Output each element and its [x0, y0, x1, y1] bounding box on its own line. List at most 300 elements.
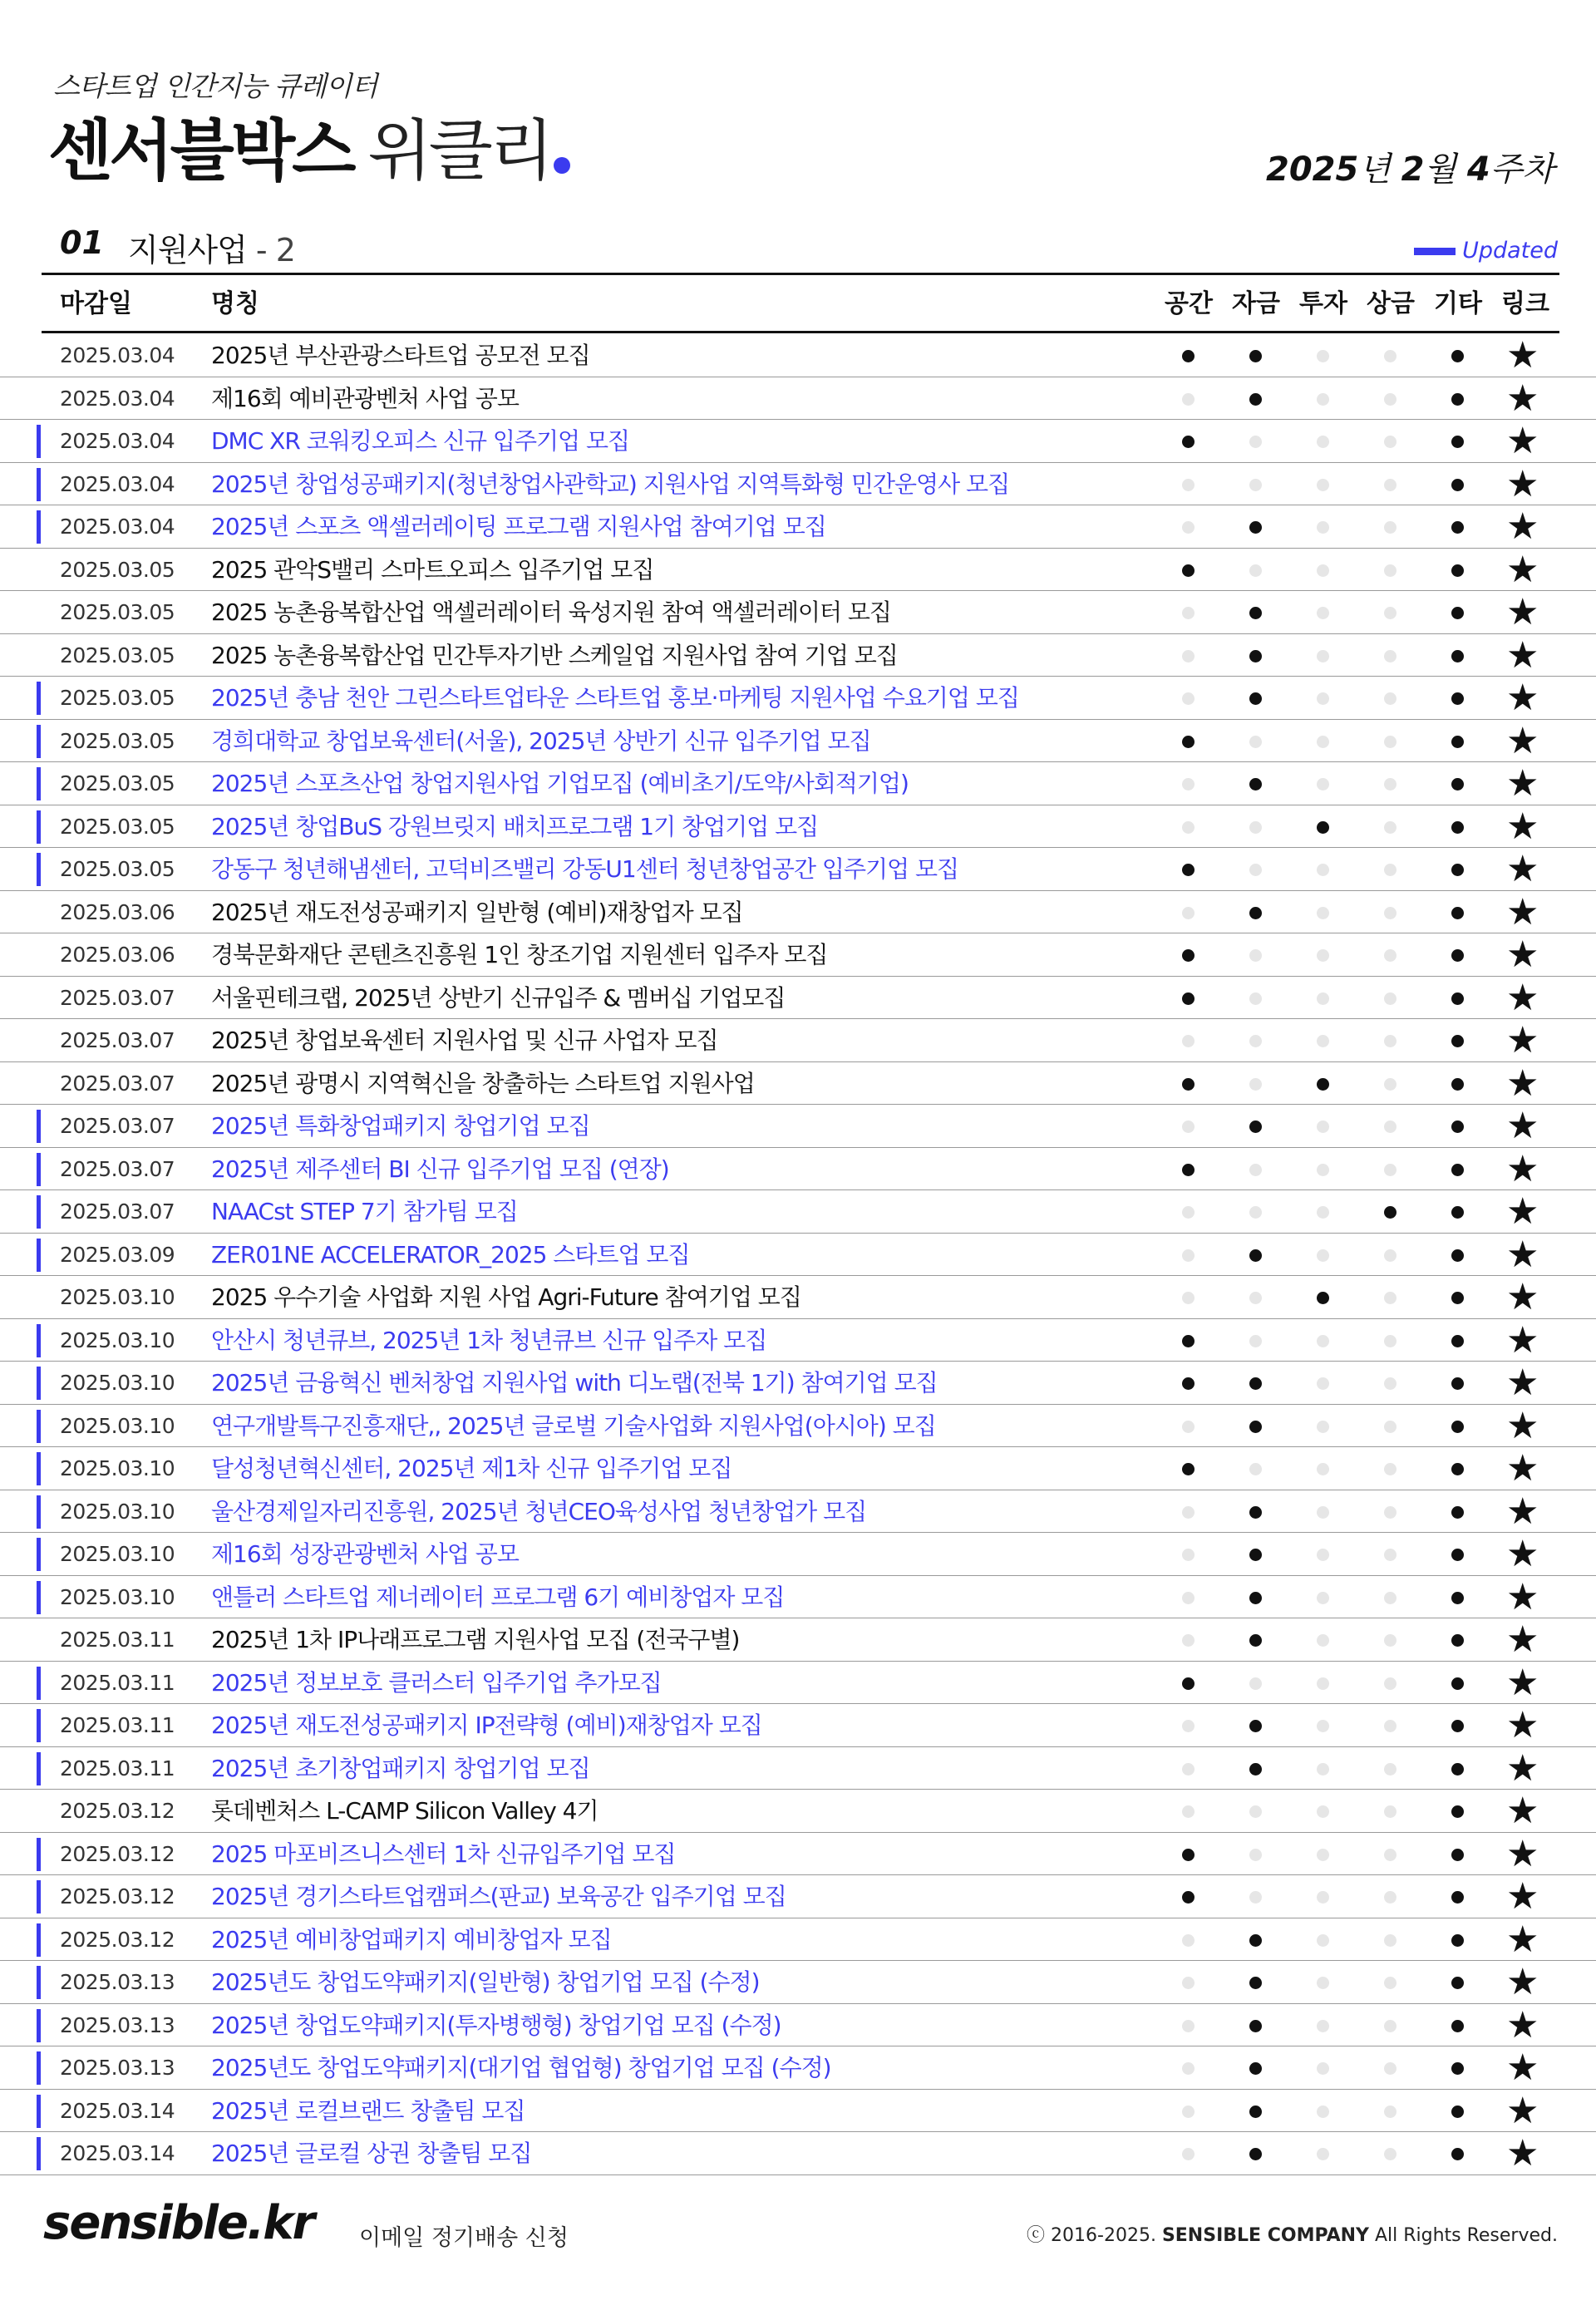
table-row: [0, 677, 1596, 720]
invest-indicator-icon: [1317, 2062, 1329, 2075]
prize-indicator-icon: [1384, 1164, 1396, 1176]
table-row: [0, 1961, 1596, 2004]
week-year-unit: 년: [1358, 150, 1401, 189]
link-star-icon[interactable]: ★: [1506, 1105, 1539, 1147]
table-row: [0, 505, 1596, 549]
invest-indicator-icon: [1317, 1592, 1329, 1604]
invest-indicator-icon: [1317, 1164, 1329, 1176]
company-name: SENSIBLE COMPANY: [1161, 2225, 1369, 2246]
prize-indicator-icon: [1384, 2020, 1396, 2032]
table-row: [0, 1405, 1596, 1448]
row-name: 2025년 경기스타트업캠퍼스(판교) 보육공간 입주기업 모집: [211, 1883, 786, 1910]
row-name: 달성청년혁신센터, 2025년 제1차 신규 입주기업 모집: [211, 1455, 732, 1482]
prize-indicator-icon: [1384, 2106, 1396, 2118]
etc-indicator-icon: [1451, 1335, 1464, 1347]
invest-indicator-icon: [1317, 864, 1329, 876]
prize-indicator-icon: [1384, 607, 1396, 619]
prize-indicator-icon: [1384, 864, 1396, 876]
space-indicator-icon: [1182, 1763, 1195, 1776]
etc-indicator-icon: [1451, 1634, 1464, 1647]
brand-suffix: 위클리: [367, 112, 551, 190]
invest-indicator-icon: [1317, 1249, 1329, 1262]
space-indicator-icon: [1182, 1078, 1195, 1091]
table-row: [0, 1148, 1596, 1191]
row-name: DMC XR 코워킹오피스 신규 입주기업 모집: [211, 427, 630, 455]
row-deadline: 2025.03.06: [60, 899, 175, 924]
etc-indicator-icon: [1451, 2148, 1464, 2160]
week-num: 4: [1466, 150, 1490, 189]
brand-dot-icon: [554, 157, 570, 174]
prize-indicator-icon: [1384, 1934, 1396, 1947]
row-name: 2025년 1차 IP나래프로그램 지원사업 모집 (전국구별): [211, 1626, 740, 1653]
row-name: 강동구 청년해냄센터, 고덕비즈밸리 강동U1센터 청년창업공간 입주기업 모집: [211, 855, 959, 883]
invest-indicator-icon: [1317, 1506, 1329, 1519]
link-star-icon[interactable]: ★: [1506, 1746, 1539, 1790]
row-name: 2025년 정보보호 클러스터 입주기업 추가모집: [211, 1668, 662, 1697]
prize-indicator-icon: [1384, 992, 1396, 1005]
etc-indicator-icon: [1451, 564, 1464, 577]
table-row: [0, 1618, 1596, 1662]
table-row: [0, 762, 1596, 805]
space-indicator-icon: [1182, 907, 1195, 919]
table-row: [0, 2132, 1596, 2175]
row-name: 2025년 초기창업패키지 창업기업 모집: [211, 1754, 590, 1782]
etc-indicator-icon: [1451, 1035, 1464, 1047]
row-name: 2025 관악S밸리 스마트오피스 입주기업 모집: [211, 555, 654, 584]
prize-indicator-icon: [1384, 736, 1396, 748]
invest-indicator-icon: [1317, 1421, 1329, 1433]
header-rule-top: [42, 273, 1559, 275]
space-indicator-icon: [1182, 1335, 1195, 1347]
etc-indicator-icon: [1451, 1592, 1464, 1604]
link-star-icon[interactable]: ★: [1506, 848, 1539, 890]
space-indicator-icon: [1182, 393, 1195, 406]
link-star-icon[interactable]: ★: [1506, 1533, 1539, 1575]
invest-indicator-icon: [1317, 692, 1329, 705]
fund-indicator-icon: [1249, 1463, 1262, 1475]
etc-indicator-icon: [1451, 1763, 1464, 1776]
link-star-icon[interactable]: ★: [1506, 762, 1539, 805]
row-deadline: 2025.03.13: [60, 2012, 175, 2037]
link-star-icon[interactable]: ★: [1506, 805, 1539, 848]
link-star-icon[interactable]: ★: [1506, 420, 1539, 462]
row-deadline: 2025.03.11: [60, 1670, 175, 1695]
updated-marker: [37, 1752, 41, 1785]
table-row: [0, 848, 1596, 891]
space-indicator-icon: [1182, 864, 1195, 876]
link-star-icon[interactable]: ★: [1506, 2046, 1539, 2089]
updated-label: Updated: [1462, 238, 1558, 263]
fund-indicator-icon: [1249, 1164, 1262, 1176]
row-deadline: 2025.03.10: [60, 1542, 175, 1566]
table-row: [0, 891, 1596, 934]
brand-name: 센서블박스: [48, 112, 353, 190]
fund-indicator-icon: [1249, 2020, 1262, 2032]
section-title: [128, 224, 295, 270]
row-name: 경북문화재단 콘텐츠진흥원 1인 창조기업 지원센터 입주자 모집: [211, 941, 828, 968]
link-star-icon[interactable]: ★: [1506, 1061, 1539, 1105]
link-star-icon[interactable]: ★: [1506, 505, 1539, 548]
row-name: 경희대학교 창업보육센터(서울), 2025년 상반기 신규 입주기업 모집: [211, 726, 871, 755]
etc-indicator-icon: [1451, 1805, 1464, 1818]
row-deadline: 2025.03.09: [60, 1242, 175, 1267]
etc-indicator-icon: [1451, 1120, 1464, 1133]
etc-indicator-icon: [1451, 907, 1464, 919]
fund-indicator-icon: [1249, 1249, 1262, 1262]
etc-indicator-icon: [1451, 1720, 1464, 1732]
invest-indicator-icon: [1317, 1677, 1329, 1690]
fund-indicator-icon: [1249, 778, 1262, 790]
row-deadline: 2025.03.11: [60, 1713, 175, 1737]
link-star-icon[interactable]: ★: [1506, 1661, 1539, 1704]
updated-marker: [37, 1667, 41, 1700]
table-row: [0, 1019, 1596, 1062]
link-star-icon[interactable]: ★: [1506, 1318, 1539, 1362]
fund-indicator-icon: [1249, 479, 1262, 491]
table-row: [0, 1362, 1596, 1405]
fund-indicator-icon: [1249, 1206, 1262, 1219]
fund-indicator-icon: [1249, 1763, 1262, 1776]
space-indicator-icon: [1182, 1292, 1195, 1304]
updated-marker: [37, 1195, 41, 1229]
space-indicator-icon: [1182, 1849, 1195, 1861]
table-row: [0, 1276, 1596, 1319]
table-row: [0, 1490, 1596, 1534]
invest-indicator-icon: [1317, 479, 1329, 491]
prize-indicator-icon: [1384, 1035, 1396, 1047]
fund-indicator-icon: [1249, 1078, 1262, 1091]
space-indicator-icon: [1182, 2148, 1195, 2160]
link-star-icon[interactable]: ★: [1506, 548, 1539, 591]
col-header-invest: 투자: [1299, 289, 1347, 318]
row-name: 2025년 제주센터 BI 신규 입주기업 모집 (연장): [211, 1155, 669, 1183]
space-indicator-icon: [1182, 1677, 1195, 1690]
row-deadline: 2025.03.14: [60, 2098, 175, 2123]
table-row: [0, 1662, 1596, 1705]
invest-indicator-icon: [1317, 1292, 1329, 1304]
updated-marker: [37, 2095, 41, 2128]
row-deadline: 2025.03.05: [60, 600, 175, 624]
table-row: [0, 549, 1596, 592]
link-star-icon[interactable]: ★: [1506, 1961, 1539, 2003]
row-name: 안산시 청년큐브, 2025년 1차 청년큐브 신규 입주자 모집: [211, 1326, 767, 1354]
row-deadline: 2025.03.11: [60, 1756, 175, 1780]
space-indicator-icon: [1182, 949, 1195, 962]
prize-indicator-icon: [1384, 1891, 1396, 1904]
link-star-icon[interactable]: ★: [1506, 1704, 1539, 1746]
prize-indicator-icon: [1384, 1677, 1396, 1690]
updated-marker: [37, 2009, 41, 2042]
updated-marker: [37, 1452, 41, 1485]
link-star-icon[interactable]: ★: [1506, 976, 1539, 1019]
space-indicator-icon: [1182, 1463, 1195, 1475]
row-deadline: 2025.03.07: [60, 1071, 175, 1096]
row-deadline: 2025.03.07: [60, 1114, 175, 1138]
row-name: 앤틀러 스타트업 제너레이터 프로그램 6기 예비창업자 모집: [211, 1583, 785, 1611]
prize-indicator-icon: [1384, 1805, 1396, 1818]
row-name: 2025년 글로컬 상권 창출팀 모집: [211, 2140, 532, 2167]
table-row: [0, 1447, 1596, 1490]
fund-indicator-icon: [1249, 393, 1262, 406]
etc-indicator-icon: [1451, 607, 1464, 619]
invest-indicator-icon: [1317, 1891, 1329, 1904]
link-star-icon[interactable]: ★: [1506, 933, 1539, 976]
tagline: 스타트업 인간지능 큐레이터: [53, 70, 377, 102]
week-date: [1266, 143, 1554, 190]
updated-marker: [37, 2137, 41, 2170]
section-title-text: 지원사업: [128, 232, 247, 268]
prize-indicator-icon: [1384, 650, 1396, 662]
space-indicator-icon: [1182, 1035, 1195, 1047]
link-star-icon[interactable]: ★: [1506, 377, 1539, 420]
invest-indicator-icon: [1317, 1763, 1329, 1776]
link-star-icon[interactable]: ★: [1506, 2003, 1539, 2046]
space-indicator-icon: [1182, 992, 1195, 1005]
invest-indicator-icon: [1317, 1977, 1329, 1989]
fund-indicator-icon: [1249, 564, 1262, 577]
row-name: 2025년 재도전성공패키지 IP전략형 (예비)재창업자 모집: [211, 1712, 762, 1739]
etc-indicator-icon: [1451, 1421, 1464, 1433]
link-star-icon[interactable]: ★: [1506, 1918, 1539, 1961]
etc-indicator-icon: [1451, 2062, 1464, 2075]
space-indicator-icon: [1182, 1805, 1195, 1818]
row-deadline: 2025.03.05: [60, 857, 175, 881]
link-star-icon[interactable]: ★: [1506, 1233, 1539, 1276]
updated-marker: [37, 1880, 41, 1913]
row-name: 2025년 창업BuS 강원브릿지 배치프로그램 1기 창업기업 모집: [211, 812, 819, 840]
link-star-icon[interactable]: ★: [1506, 719, 1539, 762]
fund-indicator-icon: [1249, 436, 1262, 448]
prize-indicator-icon: [1384, 1206, 1396, 1219]
invest-indicator-icon: [1317, 393, 1329, 406]
col-header-link: 링크: [1501, 289, 1549, 318]
invest-indicator-icon: [1317, 821, 1329, 834]
link-star-icon[interactable]: ★: [1506, 1447, 1539, 1490]
row-name: 2025년 금융혁신 벤처창업 지원사업 with 디노랩(전북 1기) 참여기업 모집: [211, 1369, 938, 1396]
fund-indicator-icon: [1249, 1805, 1262, 1818]
space-indicator-icon: [1182, 479, 1195, 491]
table-row: [0, 1576, 1596, 1619]
updated-marker: [37, 510, 41, 544]
link-star-icon[interactable]: ★: [1506, 1362, 1539, 1404]
link-star-icon[interactable]: ★: [1506, 1832, 1539, 1875]
prize-indicator-icon: [1384, 1634, 1396, 1647]
link-star-icon[interactable]: ★: [1506, 1618, 1539, 1661]
fund-indicator-icon: [1249, 650, 1262, 662]
row-name: 2025년 스포츠 액셀러레이팅 프로그램 지원사업 참여기업 모집: [211, 513, 826, 540]
fund-indicator-icon: [1249, 1035, 1262, 1047]
row-deadline: 2025.03.10: [60, 1327, 175, 1352]
link-star-icon[interactable]: ★: [1506, 1190, 1539, 1233]
row-name: 2025년 로컬브랜드 창출팀 모집: [211, 2096, 525, 2125]
etc-indicator-icon: [1451, 692, 1464, 705]
space-indicator-icon: [1182, 1549, 1195, 1561]
etc-indicator-icon: [1451, 1078, 1464, 1091]
link-star-icon[interactable]: ★: [1506, 1404, 1539, 1447]
etc-indicator-icon: [1451, 1891, 1464, 1904]
row-name: 2025 마포비즈니스센터 1차 신규입주기업 모집: [211, 1840, 676, 1868]
invest-indicator-icon: [1317, 1934, 1329, 1947]
table-row: [0, 1875, 1596, 1918]
table-row: [0, 1105, 1596, 1148]
prize-indicator-icon: [1384, 521, 1396, 534]
etc-indicator-icon: [1451, 350, 1464, 362]
space-indicator-icon: [1182, 2106, 1195, 2118]
link-star-icon[interactable]: ★: [1506, 2089, 1539, 2132]
space-indicator-icon: [1182, 1891, 1195, 1904]
updated-marker: [37, 1410, 41, 1443]
link-star-icon[interactable]: ★: [1506, 334, 1539, 377]
link-star-icon[interactable]: ★: [1506, 633, 1539, 677]
etc-indicator-icon: [1451, 736, 1464, 748]
fund-indicator-icon: [1249, 2148, 1262, 2160]
invest-indicator-icon: [1317, 436, 1329, 448]
row-name: 2025년 충남 천안 그린스타트업타운 스타트업 홍보·마케팅 지원사업 수요기업 모집: [211, 684, 1019, 712]
invest-indicator-icon: [1317, 1035, 1329, 1047]
fund-indicator-icon: [1249, 1549, 1262, 1561]
space-indicator-icon: [1182, 1977, 1195, 1989]
fund-indicator-icon: [1249, 1377, 1262, 1390]
prize-indicator-icon: [1384, 692, 1396, 705]
space-indicator-icon: [1182, 1506, 1195, 1519]
updated-marker: [37, 1538, 41, 1571]
space-indicator-icon: [1182, 564, 1195, 577]
row-name: 서울핀테크랩, 2025년 상반기 신규입주 & 멤버십 기업모집: [211, 983, 786, 1012]
prize-indicator-icon: [1384, 778, 1396, 790]
invest-indicator-icon: [1317, 2020, 1329, 2032]
updated-marker: [37, 725, 41, 758]
invest-indicator-icon: [1317, 1549, 1329, 1561]
fund-indicator-icon: [1249, 1977, 1262, 1989]
row-name: ZER01NE ACCELERATOR_2025 스타트업 모집: [211, 1240, 690, 1268]
row-deadline: 2025.03.05: [60, 557, 175, 582]
fund-indicator-icon: [1249, 1934, 1262, 1947]
table-row: [0, 1533, 1596, 1576]
link-star-icon[interactable]: ★: [1506, 1490, 1539, 1533]
fund-indicator-icon: [1249, 1720, 1262, 1732]
space-indicator-icon: [1182, 2062, 1195, 2075]
prize-indicator-icon: [1384, 949, 1396, 962]
row-name: 제16회 성장관광벤처 사업 공모: [211, 1540, 519, 1568]
etc-indicator-icon: [1451, 1934, 1464, 1947]
invest-indicator-icon: [1317, 350, 1329, 362]
link-star-icon[interactable]: ★: [1506, 677, 1539, 719]
subscribe-link[interactable]: 이메일 정기배송 신청: [359, 2225, 569, 2251]
updated-marker: [37, 1367, 41, 1400]
link-star-icon[interactable]: ★: [1506, 591, 1539, 633]
fund-indicator-icon: [1249, 1120, 1262, 1133]
etc-indicator-icon: [1451, 1292, 1464, 1304]
space-indicator-icon: [1182, 1377, 1195, 1390]
row-deadline: 2025.03.10: [60, 1285, 175, 1309]
etc-indicator-icon: [1451, 521, 1464, 534]
prize-indicator-icon: [1384, 907, 1396, 919]
prize-indicator-icon: [1384, 479, 1396, 491]
fund-indicator-icon: [1249, 992, 1262, 1005]
link-star-icon[interactable]: ★: [1506, 1019, 1539, 1061]
copyright-suffix: All Rights Reserved.: [1368, 2225, 1558, 2246]
prize-indicator-icon: [1384, 393, 1396, 406]
fund-indicator-icon: [1249, 1292, 1262, 1304]
updated-marker: [37, 810, 41, 844]
fund-indicator-icon: [1249, 2062, 1262, 2075]
link-star-icon[interactable]: ★: [1506, 1790, 1539, 1832]
updated-marker: [37, 1324, 41, 1357]
invest-indicator-icon: [1317, 1463, 1329, 1475]
table-row: [0, 634, 1596, 677]
row-name: 울산경제일자리진흥원, 2025년 청년CEO육성사업 청년창업가 모집: [211, 1497, 867, 1525]
updated-legend: [1414, 238, 1558, 263]
updated-marker: [37, 1966, 41, 1999]
link-star-icon[interactable]: ★: [1506, 1575, 1539, 1618]
etc-indicator-icon: [1451, 949, 1464, 962]
table-row: [0, 1062, 1596, 1106]
etc-indicator-icon: [1451, 1849, 1464, 1861]
row-name: 2025년 스포츠산업 창업지원사업 기업모집 (예비초기/도약/사회적기업): [211, 770, 909, 797]
brand-title: [48, 110, 570, 193]
etc-indicator-icon: [1451, 821, 1464, 834]
etc-indicator-icon: [1451, 992, 1464, 1005]
row-deadline: 2025.03.07: [60, 1028, 175, 1052]
row-name: 2025 우수기술 사업화 지원 사업 Agri-Future 참여기업 모집: [211, 1283, 801, 1311]
col-header-prize: 상금: [1367, 289, 1415, 318]
table-row: [0, 2090, 1596, 2133]
fund-indicator-icon: [1249, 350, 1262, 362]
updated-marker: [37, 767, 41, 800]
link-star-icon[interactable]: ★: [1506, 1276, 1539, 1318]
etc-indicator-icon: [1451, 479, 1464, 491]
link-star-icon[interactable]: ★: [1506, 1147, 1539, 1190]
row-name: 2025 농촌융복합산업 민간투자기반 스케일업 지원사업 참여 기업 모집: [211, 641, 898, 669]
week-num-unit: 주차: [1490, 150, 1554, 189]
prize-indicator-icon: [1384, 1763, 1396, 1776]
row-deadline: 2025.03.05: [60, 643, 175, 667]
space-indicator-icon: [1182, 2020, 1195, 2032]
fund-indicator-icon: [1249, 864, 1262, 876]
space-indicator-icon: [1182, 736, 1195, 748]
fund-indicator-icon: [1249, 2106, 1262, 2118]
link-star-icon[interactable]: ★: [1506, 2132, 1539, 2174]
link-star-icon[interactable]: ★: [1506, 462, 1539, 505]
week-month: 2: [1401, 150, 1425, 189]
link-star-icon[interactable]: ★: [1506, 1875, 1539, 1918]
row-deadline: 2025.03.10: [60, 1413, 175, 1438]
table-row: [0, 2004, 1596, 2047]
space-indicator-icon: [1182, 1249, 1195, 1262]
row-name: 2025년 광명시 지역혁신을 창출하는 스타트업 지원사업: [211, 1069, 755, 1097]
space-indicator-icon: [1182, 1164, 1195, 1176]
row-name: 2025년도 창업도약패키지(대기업 협업형) 창업기업 모집 (수정): [211, 2054, 831, 2081]
invest-indicator-icon: [1317, 1335, 1329, 1347]
updated-bar-icon: [1414, 248, 1456, 255]
prize-indicator-icon: [1384, 436, 1396, 448]
etc-indicator-icon: [1451, 1506, 1464, 1519]
etc-indicator-icon: [1451, 1377, 1464, 1390]
space-indicator-icon: [1182, 821, 1195, 834]
table-row: [0, 420, 1596, 463]
space-indicator-icon: [1182, 650, 1195, 662]
etc-indicator-icon: [1451, 1206, 1464, 1219]
footer-logo[interactable]: sensible.kr: [43, 2196, 314, 2250]
etc-indicator-icon: [1451, 1677, 1464, 1690]
link-star-icon[interactable]: ★: [1506, 890, 1539, 933]
fund-indicator-icon: [1249, 1634, 1262, 1647]
invest-indicator-icon: [1317, 1634, 1329, 1647]
invest-indicator-icon: [1317, 2148, 1329, 2160]
invest-indicator-icon: [1317, 907, 1329, 919]
invest-indicator-icon: [1317, 2106, 1329, 2118]
prize-indicator-icon: [1384, 1335, 1396, 1347]
